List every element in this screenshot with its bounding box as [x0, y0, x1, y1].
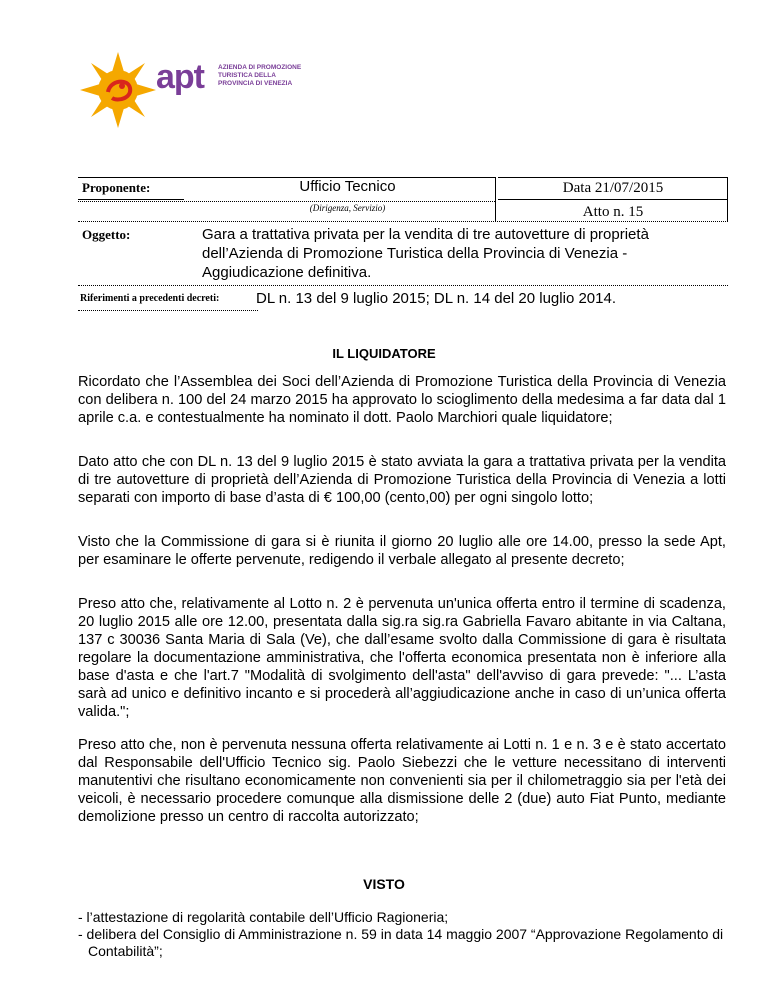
brand-subtitle — [218, 64, 301, 88]
document-title: IL LIQUIDATORE — [332, 346, 436, 361]
brand-name: apt — [156, 58, 204, 96]
visto-item-2: - delibera del Consiglio di Amministrazione n. 59 in data 14 maggio 2007 “Approvazione Regolamento di Contabilità”; — [78, 926, 724, 959]
riferimenti-label: Riferimenti a precedenti decreti: — [80, 293, 220, 304]
date-value: Data 21/07/2015 — [562, 180, 664, 196]
atto-number: Atto n. 15 — [582, 204, 644, 220]
paragraph-4: Preso atto che, relativamente al Lotto n. 2 è pervenuta un'unica offerta entro il termine di scadenza, 20 luglio 2015 alle ore 12.00, presentata dalla sig.ra sig.ra Gabriella Favaro abitante in via Caltana, 137 c 30036 Santa Maria di Sala (Ve), che dall’esame svolto dalla Commissione di gara è risultata regolare la documentazione amministrativa, che l'offerta economica presentata non è inferiore alla base d'asta e che l'art.7 "Modalità di svolgimento dell'asta" dell'avviso di gara prevede: "... L’asta sarà ad unico e definitivo incanto e si procederà all’aggiudicazione anche in caso di un’unica offerta valida."; — [78, 596, 726, 720]
visto-heading: VISTO — [363, 876, 405, 892]
visto-item-1: - l’attestazione di regolarità contabile dell’Ufficio Ragioneria; — [78, 909, 449, 925]
oggetto-text — [202, 225, 722, 282]
sun-logo-icon — [78, 50, 158, 130]
oggetto-line-2: dell’Azienda di Promozione Turistica della Provincia di Venezia - — [202, 245, 628, 262]
riferimenti-value: DL n. 13 del 9 luglio 2015; DL n. 14 del 20 luglio 2014. — [256, 290, 616, 307]
oggetto-label: Oggetto: — [82, 227, 131, 242]
apt-logo — [78, 50, 302, 130]
brand-line-1: AZIENDA DI PROMOZIONE — [218, 64, 302, 71]
brand-line-3: PROVINCIA DI VENEZIA — [218, 80, 293, 87]
paragraph-3: Visto che la Commissione di gara si è riunita il giorno 20 luglio alle ore 14.00, presso la sede Apt, per esaminare le offerte pervenute, redigendo il verbale allegato al presente decreto; — [78, 534, 726, 568]
visto-list — [78, 909, 738, 960]
proponente-note: (Dirigenza, Servizio) — [309, 203, 386, 213]
brand-line-2: TURISTICA DELLA — [218, 72, 276, 79]
oggetto-line-1: Gara a trattativa privata per la vendita di tre autovetture di proprietà — [202, 226, 649, 243]
paragraph-5: Preso atto che, non è pervenuta nessuna offerta relativamente ai Lotti n. 1 e n. 3 e è stato accertato dal Responsabile dell'Ufficio Tecnico sig. Paolo Siebezzi che le vetture necessitano di interventi manutentivi che risultano economicamente non convenienti sia per il chilometraggio sia per l'età dei veicoli, è necessario procedere comunque alla dismissione delle 2 (due) auto Fiat Punto, mediante demolizione presso un centro di raccolta autorizzato; — [78, 737, 726, 825]
paragraph-2: Dato atto che con DL n. 13 del 9 luglio 2015 è stato avviata la gara a trattativa privata per la vendita di tre autovetture di proprietà dell’Azienda di Promozione Turistica della Provincia di Venezia a lotti separati con importo di base d’asta di € 100,00 (cento,00) per ogni singolo lotto; — [78, 454, 726, 506]
paragraph-1: Ricordato che l’Assemblea dei Soci dell’Azienda di Promozione Turistica della Provincia di Venezia con delibera n. 100 del 24 marzo 2015 ha approvato lo scioglimento della medesima a far data dal 1 aprile c.a. e contestualmente ha nominato il dott. Paolo Marchiori quale liquidatore; — [78, 374, 726, 426]
proponente-label: Proponente: — [82, 180, 151, 195]
proponente-value: Ufficio Tecnico — [299, 178, 396, 195]
oggetto-line-3: Aggiudicazione definitiva. — [202, 264, 372, 281]
